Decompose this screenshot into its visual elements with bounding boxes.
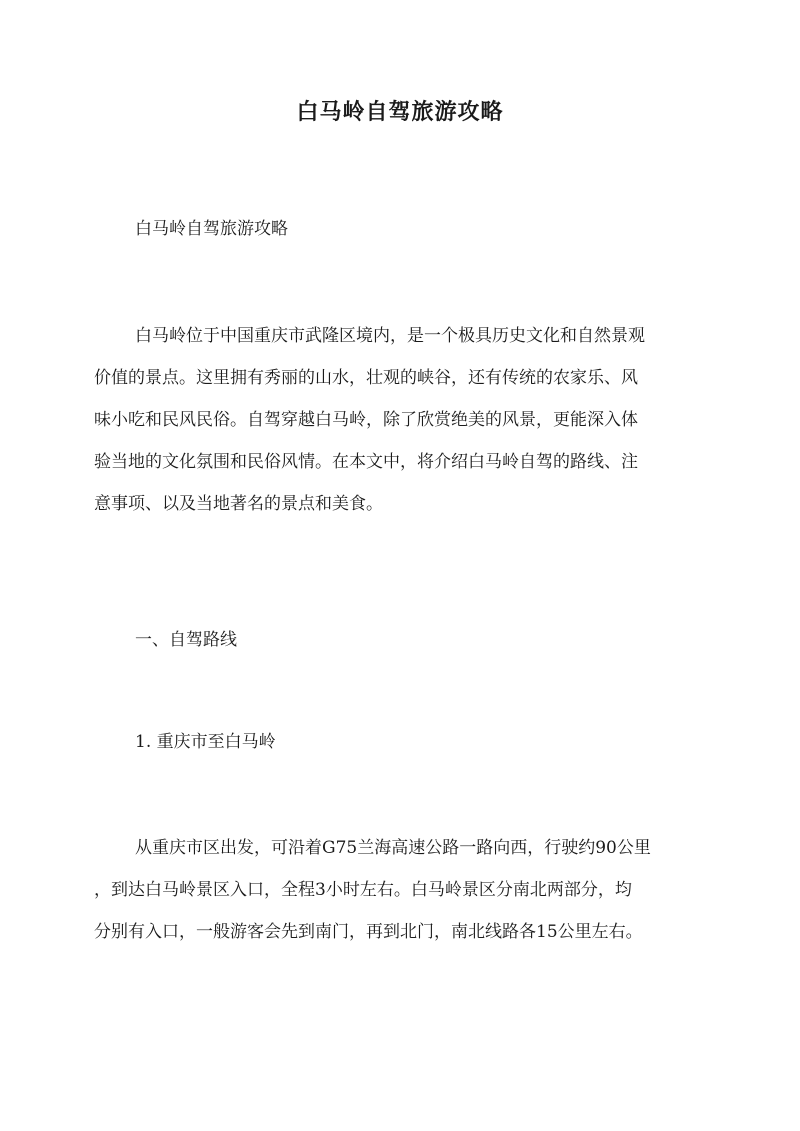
intro-paragraph (94, 315, 706, 525)
route-line: ，到达白马岭景区入口，全程3小时左右。白马岭景区分南北两部分，均 (94, 880, 632, 900)
section-heading-driving-route: 一、自驾路线 (135, 630, 237, 650)
intro-line: 意事项、以及当地著名的景点和美食。 (94, 494, 383, 514)
route-line: 分别有入口，一般游客会先到南门，再到北门，南北线路各15公里左右。 (94, 922, 643, 942)
route-line: 从重庆市区出发，可沿着G75兰海高速公路一路向西，行驶约90公里 (135, 838, 651, 858)
route-paragraph (94, 827, 706, 953)
document-title: 白马岭自驾旅游攻略 (296, 99, 504, 125)
subsection-heading-chongqing-to-baimaling: 1. 重庆市至白马岭 (135, 732, 276, 752)
document-subtitle: 白马岭自驾旅游攻略 (135, 219, 288, 239)
intro-line: 验当地的文化氛围和民俗风情。在本文中，将介绍白马岭自驾的路线、注 (94, 452, 638, 472)
intro-line: 白马岭位于中国重庆市武隆区境内，是一个极具历史文化和自然景观 (135, 326, 645, 346)
intro-line: 味小吃和民风民俗。自驾穿越白马岭，除了欣赏绝美的风景，更能深入体 (94, 410, 638, 430)
intro-line: 价值的景点。这里拥有秀丽的山水，壮观的峡谷，还有传统的农家乐、风 (94, 368, 638, 388)
